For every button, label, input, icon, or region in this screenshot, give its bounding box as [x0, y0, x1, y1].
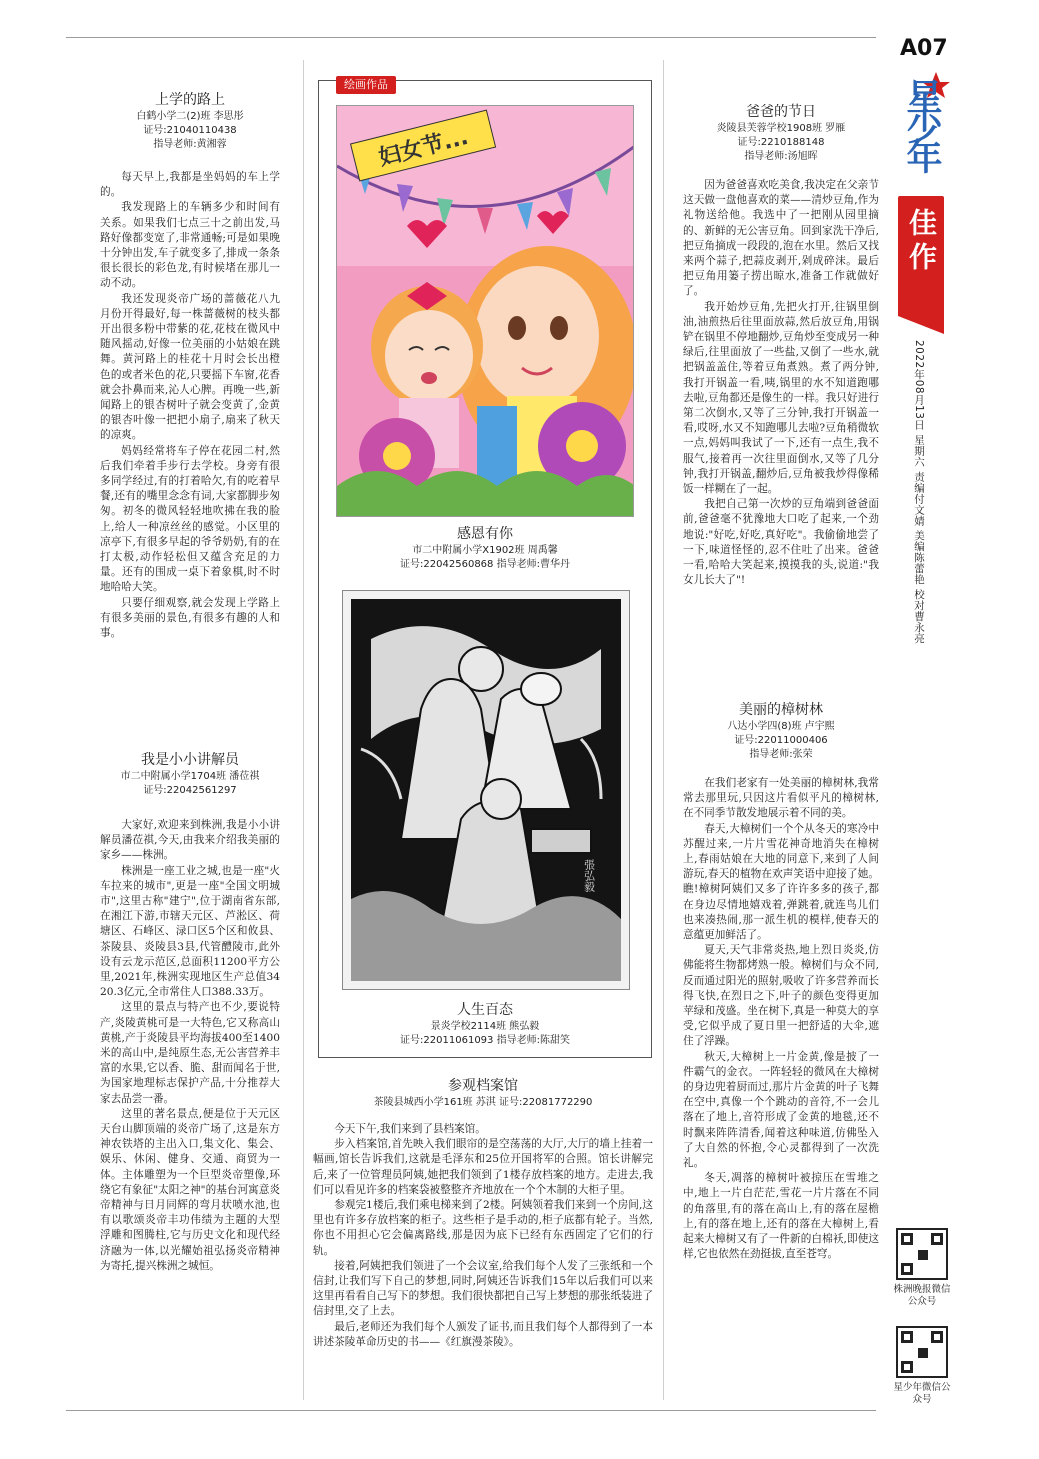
article-paragraph: 夏天,天气非常炎热,地上烈日炎炎,仿佛能将生物都烤熟一般。樟树们与众不同,反而通过阳光的照射,吸收了许多营养而长得飞快,在烈日之下,叶子的颜色变得更加苹绿和茂盛。坐在树下,真是一种莫大的享受,它似乎成了夏日里一把舒适的大伞,遮住了浮躁。 — [683, 944, 879, 1048]
qr-code-xingshaonian — [896, 1326, 948, 1378]
article-paragraph: 妈妈经常将车子停在花园二村,然后我们牵着手步行去学校。身旁有很多同学经过,有的打着哈欠,有的吃着早餐,还有的嘴里念念有词,大家都脚步匆匆。初冬的微风轻轻地吹拂在我的脸上,给人一种凉丝丝的感觉。小区里的凉亭下,有很多早起的爷爷奶奶,有的在打太极,动作轻松但又蕴含充足的力量。还有的围成一桌下着象棋,时不时地哈哈大笑。 — [100, 444, 280, 594]
article-paragraph: 我发现路上的车辆多少和时间有关系。如果我们七点三十之前出发,马路好像都变宽了,非常通畅;可是如果晚十分钟出发,车子就变多了,排成一条条很长很长的彩色龙,有时候堵在那儿一动不动。 — [100, 201, 280, 290]
article-zhangshulin — [683, 700, 879, 1263]
artwork2-author: 景炎学校2114班 熊弘毅 — [430, 1021, 540, 1032]
article-id: 证号:22011000406 — [734, 735, 828, 746]
bottom-rule — [66, 1410, 876, 1411]
article-author: 白鹤小学二(2)班 李思彤 — [136, 111, 244, 122]
article-author: 八达小学四(8)班 卢宇熙 — [727, 721, 835, 732]
article-teacher: 指导老师:黄湘蓉 — [153, 139, 227, 150]
article-id: 证号:2210188148 — [737, 137, 825, 148]
section-label: 佳作 — [905, 208, 938, 276]
article-paragraph: 冬天,凋落的樟树叶被掠压在雪堆之中,地上一片白茫茫,雪花一片片落在不同的角落里,有的落在高山上,有的落在屋檐上,有的落在地上,还有的落在大樟树上,看起来大樟树又有了一件新的白棉袄,即使这样,它也依然在劲挺拔,直至苍穹。 — [683, 1172, 879, 1261]
article-id: 证号:21040110438 — [143, 125, 237, 136]
article-paragraph: 秋天,大樟树上一片金黄,像是披了一件霸气的金衣。一阵轻轻的微风在大樟树的身边兜着厨而过,那片片金黄的叶子飞舞在空中,真像一个个跳动的音符,不一会儿落在了地上,音符形成了金黄的地毯,还不时飘来阵阵清香,闻着这种味道,仿佛坠入了大自然的怀抱,令心灵都得到了一次洗礼。 — [683, 1050, 879, 1170]
article-meta: 茶陵县城西小学161班 苏淇 证号:22081772290 — [373, 1097, 593, 1108]
section-badge — [898, 196, 944, 316]
article-paragraph: 我把自己第一次炒的豆角端到爸爸面前,爸爸毫不犹豫地大口吃了起来,一个劲地说:"好吃,好吃,真好吃"。我偷偷地尝了一下,味道怪怪的,忍不住吐了出来。爸爸一看,哈哈大笑起来,摸摸我的头,说道:"我女儿长大了"! — [683, 498, 879, 587]
article-paragraph: 这里的景点与特产也不少,要说特产,炎陵黄桃可是一大特色,它又称高山黄桃,产于炎陵县平均海拔400至1400米的高山中,是纯原生态,无公害营养丰富的水果,它以香、脆、甜而闻名于世,为国家地理标志保护产品,十分推荐大家去品尝一番。 — [100, 1001, 280, 1105]
article-paragraph: 因为爸爸喜欢吃美食,我决定在父亲节这天做一盘他喜欢的菜——清炒豆角,作为礼物送给他。我选中了一把刚从园里摘的、新鲜的无公害豆角。回到家洗干净后,把豆角摘成一段段的,泡在水里。然后又找来两个蒜子,把蒜皮剥开,剁成碎沫。最后把豆角用篓子捞出晾水,准备工作就做好了。 — [683, 179, 879, 298]
article-teacher: 指导老师:汤旭晖 — [744, 151, 818, 162]
article-paragraph: 大家好,欢迎来到株洲,我是小小讲解员潘莅祺,今天,由我来介绍我美丽的家乡——株洲。 — [100, 819, 280, 862]
art-tag: 绘画作品 — [336, 76, 396, 94]
column-rule-left — [303, 60, 304, 1400]
drawing-mother-daughter — [337, 106, 634, 517]
article-shangxue — [100, 90, 280, 641]
article-author: 炎陵县芙蓉学校1908班 罗雁 — [716, 123, 846, 134]
drawing-woodcut — [351, 599, 621, 981]
article-paragraph: 只要仔细观察,就会发现上学路上有很多美丽的景色,有很多有趣的人和事。 — [100, 596, 280, 640]
article-title: 我是小小讲解员 — [141, 752, 239, 768]
artwork1-title: 感恩有你 — [457, 526, 513, 542]
section-badge-tail — [898, 316, 944, 334]
brand-text: 星少年 — [901, 78, 942, 168]
article-paragraph: 我开始炒豆角,先把火打开,往锅里倒油,油煎热后往里面放蒜,然后放豆角,用锅铲在锅里不停地翻炒,豆角炒至变成另一种绿后,往里面放了一些盐,又倒了一些水,就把锅盖盖住,等着豆角煮熟。煮了两分钟,我打开锅盖一看,咦,锅里的水不知道跑哪去啦,豆角都还是像生的一样。我只好进行第二次倒水,又等了三分钟,我打开锅盖一看,哎呀,水又不知跑哪儿去啦?豆角稍微软一点,妈妈叫我试了一下,还有一点生,我不服气,接着再一次往里面倒水,又等了几分钟,我打开锅盖,翻炒后,豆角被我炒得像稀饭一样糊在了一起。 — [683, 300, 879, 496]
date-line: 2022年08月13日 星期六 责编付文婧 美编陈蕾艳 校对曹永亮 — [913, 340, 925, 644]
qr1-label: 株洲晚报微信公众号 — [893, 1284, 951, 1307]
top-rule — [66, 37, 876, 38]
artwork1-meta: 证号:22042560868 指导老师:曹华丹 — [400, 559, 570, 570]
article-babajieri — [683, 102, 879, 588]
article-paragraph: 我还发现炎帝广场的蔷薇花八九月份开得最好,每一株蔷薇树的枝头都开出很多粉中带紫的花,花枝在微风中随风摇动,好像一位美丽的小姑娘在跳舞。黄河路上的桂花十月时会长出橙色的或者米色的花,只要摇下车窗,花香就会扑鼻而来,沁人心脾。再晚一些,新闻路上的银杏树叶子就会变黄了,金黄的银杏叶像一把把小扇子,扇来了秋天的凉爽。 — [100, 292, 280, 442]
woodcut-signature: 張弘毅 — [582, 859, 596, 892]
article-teacher: 指导老师:张荣 — [749, 749, 813, 760]
artwork1-caption — [318, 524, 652, 572]
article-title: 参观档案馆 — [448, 1078, 518, 1094]
qr-code-zhuzhou — [896, 1228, 948, 1280]
article-paragraph: 最后,老师还为我们每个人颁发了证书,而且我们每个人都得到了一本讲述茶陵革命历史的书——《红旗漫茶陵》。 — [313, 1320, 653, 1348]
artwork-women-day — [336, 105, 634, 517]
article-title: 上学的路上 — [155, 92, 225, 108]
article-author: 市二中附属小学1704班 潘莅祺 — [120, 771, 260, 782]
artwork-life — [342, 590, 630, 990]
artwork2-caption — [318, 1000, 652, 1048]
article-id: 证号:22042561297 — [143, 785, 237, 796]
article-danganguan — [313, 1076, 653, 1350]
article-paragraph: 接着,阿姨把我们领进了一个会议室,给我们每个人发了三张纸和一个信封,让我们写下自己的梦想,同时,阿姨还告诉我们15年以后我们可以来这里再看看自己写下的梦想。我们很快都把自己写上梦想的那张纸装进了信封里,交了上去。 — [313, 1259, 653, 1318]
page-number: A07 — [900, 36, 948, 61]
article-jiangjieyuan — [100, 750, 280, 1274]
article-title: 爸爸的节日 — [746, 104, 816, 120]
article-paragraph: 参观完1楼后,我们乘电梯来到了2楼。阿姨领着我们来到一个房间,这里也有许多存放档案的柜子。这些柜子是手动的,柜子底都有轮子。当然,你也不用担心它会偏离路线,那是因为底下已经有东西固定了它们的行轨。 — [313, 1199, 653, 1257]
artwork2-meta: 证号:22011061093 指导老师:陈甜笑 — [400, 1035, 570, 1046]
article-paragraph: 这里的著名景点,便是位于天元区天台山脚顶端的炎帝广场了,这是东方神农铁塔的主出入口,集文化、集会、娱乐、休闲、健身、交通、商贸为一体。主体雕塑为一个巨型炎帝塑像,环绕它有象征"太阳之神"的基台河寓意炎帝精神与日月同辉的弯月状喷水池,也有以歌颂炎帝丰功伟绩为主题的大型浮雕和图腾柱,它与历史文化和现代经济融为一体,以光耀始祖弘扬炎帝精神为寄托,提兴株洲之城恒。 — [100, 1107, 280, 1272]
article-paragraph: 在我们老家有一处美丽的樟树林,我常常去那里玩,只因这片看似平凡的樟树林,在不同季节散发地展示着不同的美。 — [683, 777, 879, 820]
article-paragraph: 株洲是一座工业之城,也是一座"火车拉来的城市",更是一座"全国文明城市",这里古称"建宁",位于湖南省东部,在湘江下游,市辖天元区、芦淞区、荷塘区、石峰区、渌口区5个区和攸县、茶陵县、炎陵县3县,代管醴陵市,此外设有云龙示范区,总面积11200平方公里,2021年,株洲实现地区生产总值3420.3亿元,全市常住人口388.33万。 — [100, 864, 280, 999]
banner-text: 妇女节... — [376, 124, 471, 172]
artwork1-author: 市二中附属小学X1902班 周禹馨 — [412, 545, 558, 556]
brand-logo — [892, 70, 952, 190]
article-paragraph: 今天下午,我们来到了县档案馆。 — [334, 1123, 486, 1135]
article-paragraph: 步入档案馆,首先映入我们眼帘的是空荡荡的大厅,大厅的墙上挂着一幅画,馆长告诉我们,这就是毛泽东和25位开国将军的合照。馆长讲解完后,来了一位管理员阿姨,她把我们领到了1楼存放档案的地方。走进去,我们可以看见许多的档案袋被整整齐齐地放在一个个木制的大柜子里。 — [313, 1138, 653, 1196]
qr2-label: 星少年微信公众号 — [893, 1382, 951, 1405]
artwork2-title: 人生百态 — [457, 1002, 513, 1018]
article-paragraph: 春天,大樟树们一个个从冬天的寒冷中苏醒过来,一片片雪花神奇地消失在樟树上,春雨姑娘在大地的同意下,来到了人间游玩,春天的植物在欢声笑语中迎接了她。瞧!樟树阿姨们又多了许许多多的孩子,都在身边尽情地嬉戏着,弹跳着,就连鸟儿们也来凑热闹,那一派生机的模样,使春天的意蕴更加鲜活了。 — [683, 822, 879, 942]
article-title: 美丽的樟树林 — [739, 702, 823, 718]
column-rule-right — [663, 60, 664, 1400]
article-paragraph: 每天早上,我都是坐妈妈的车上学的。 — [100, 171, 280, 199]
